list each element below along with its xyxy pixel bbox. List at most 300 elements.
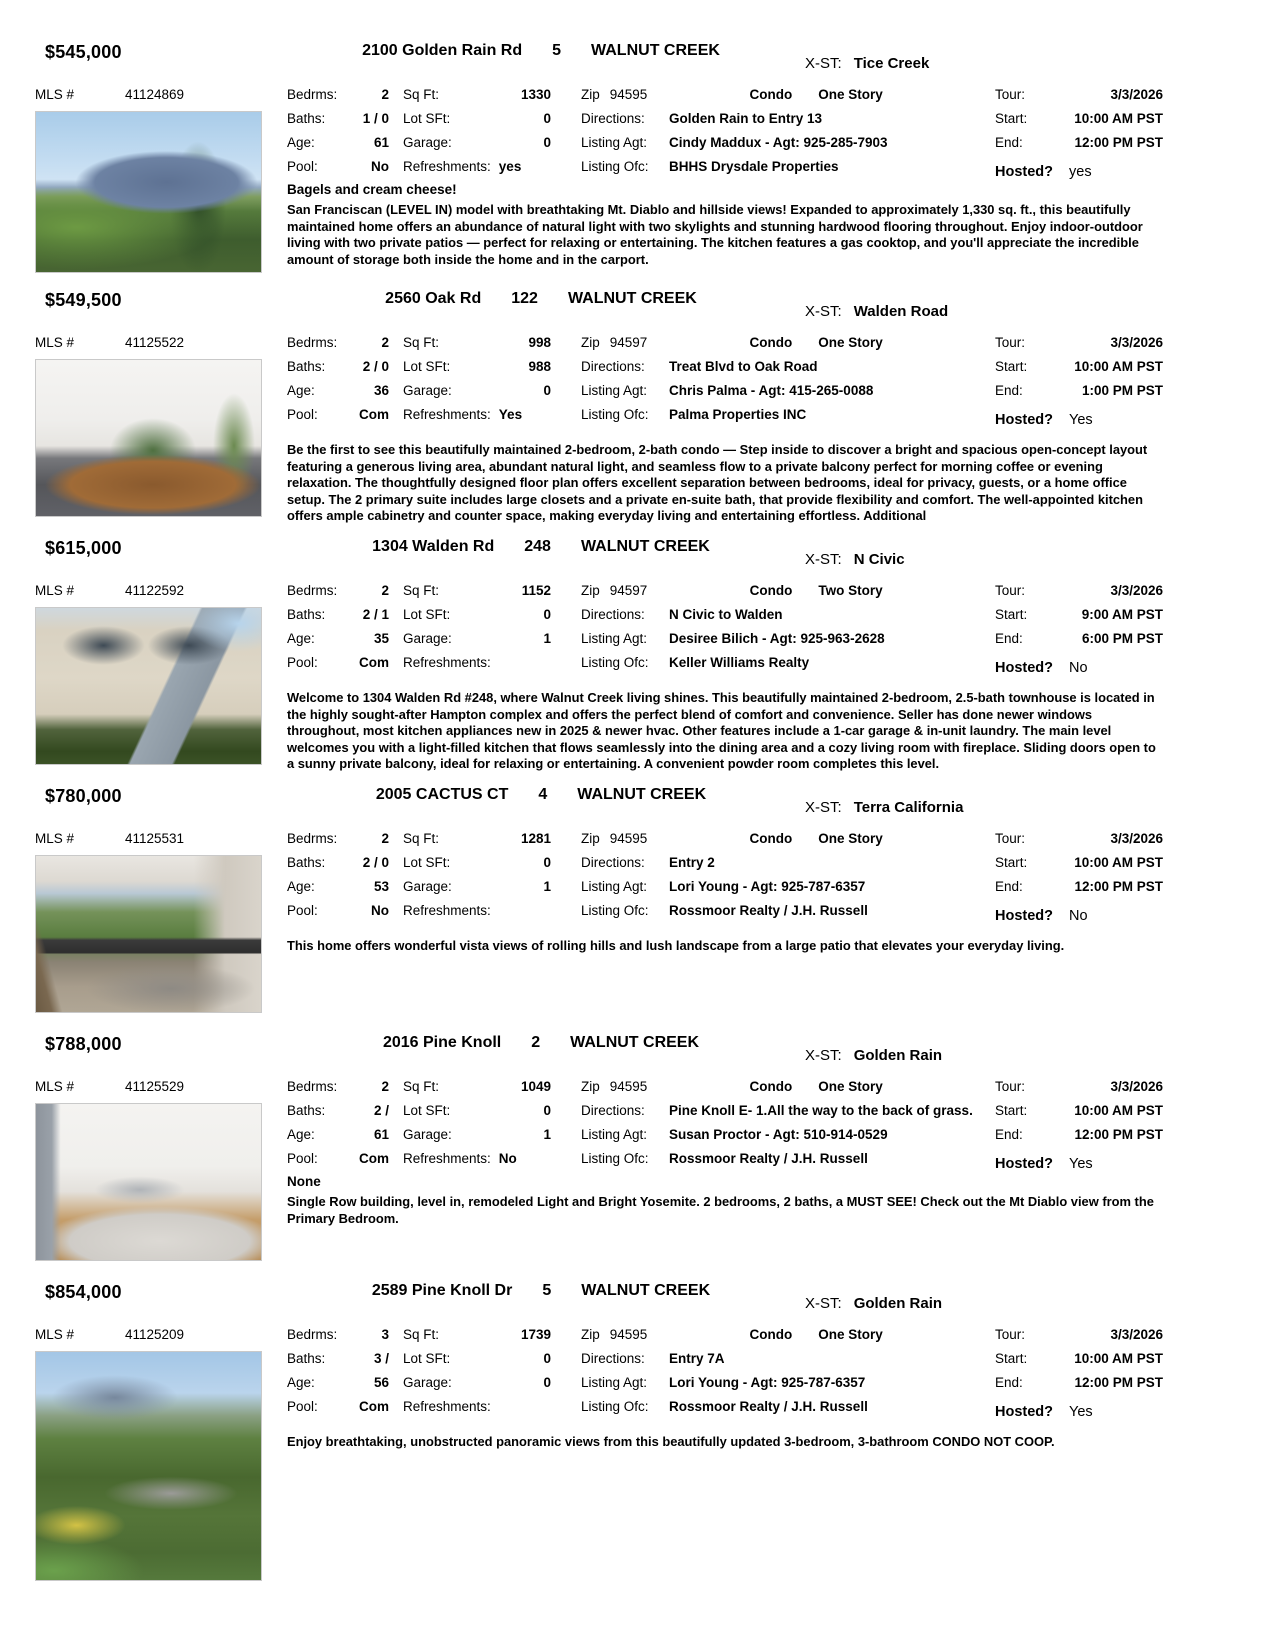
address-street: 1304 Walden Rd [372,538,495,555]
start-label: Start: [995,358,1028,374]
end-label: End: [995,134,1023,150]
listing-agt-value: Chris Palma - Agt: 415-265-0088 [669,382,874,398]
lotsft-label: Lot SFt: [403,1102,451,1118]
listing-price: $545,000 [45,42,122,62]
detail-row [287,106,1163,130]
hosted-value: Yes [1069,1404,1093,1420]
bedrms-value: 3 [381,1326,389,1342]
end-time: 1:00 PM PST [1081,382,1163,398]
lotsft-label: Lot SFt: [403,606,451,622]
directions-value: Pine Knoll E- 1.All the way to the back of grass. [669,1102,973,1118]
directions-value: Treat Blvd to Oak Road [669,358,818,374]
address-unit: 122 [511,290,538,307]
listing-ofc-value: Rossmoor Realty / J.H. Russell [669,1150,868,1166]
directions-value: Entry 7A [669,1350,725,1366]
detail-row [287,1394,1163,1418]
property-type: Condo [749,334,793,350]
pool-value: Com [359,654,389,670]
xst-value: Golden Rain [853,1295,943,1312]
mls-row [35,330,287,354]
listing-header [35,288,1163,330]
property-stories: One Story [818,1078,883,1094]
directions-label: Directions: [581,1350,645,1366]
xst-label: X-ST: [805,1295,842,1312]
mls-number: 41125529 [125,1078,185,1094]
sqft-value: 998 [528,334,551,350]
garage-value: 0 [543,382,551,398]
bedrms-label: Bedrms: [287,830,338,846]
property-stories: One Story [818,86,883,102]
xst-label: X-ST: [805,799,842,816]
listing-left-column [35,826,287,1013]
hosted-value: No [1069,660,1088,676]
xst-value: Tice Creek [853,55,930,72]
listing-details [287,1322,1163,1581]
xst-value: N Civic [853,551,905,568]
listing-description: San Franciscan (LEVEL IN) model with breathtaking Mt. Diablo and hillside views! Expanded to approximately 1,330 sq. ft., this beautifully maintained home offers an abundance of natural light with two skylights and stunning hardwood flooring throughout. Enjoy indoor-outdoor living with two private patios — perfect for relaxing or entertaining. The kitchen features a gas cooktop, and you'll appreciate the incredible amount of storage both inside the home and in the carport. [287,202,1143,267]
xst-label: X-ST: [805,55,842,72]
address-city: WALNUT CREEK [567,290,697,307]
start-time: 9:00 AM PST [1081,606,1163,622]
garage-value: 1 [543,630,551,646]
start-time: 10:00 AM PST [1074,854,1163,870]
mls-number: 41122592 [125,582,185,598]
mls-label: MLS # [35,1078,75,1094]
baths-value: 2 / 1 [362,606,389,622]
xst-value: Walden Road [853,303,949,320]
end-label: End: [995,630,1023,646]
hosted-label: Hosted? [995,1404,1053,1420]
hosted-label: Hosted? [995,908,1053,924]
end-time: 12:00 PM PST [1074,134,1163,150]
address-city: WALNUT CREEK [577,786,707,803]
garage-label: Garage: [403,630,452,646]
zip-label: Zip [581,86,600,102]
refreshments-note: Bagels and cream cheese! [287,182,457,197]
property-stories: One Story [818,334,883,350]
hosted-label: Hosted? [995,412,1053,428]
baths-label: Baths: [287,1350,326,1366]
baths-label: Baths: [287,110,326,126]
directions-label: Directions: [581,606,645,622]
bedrms-label: Bedrms: [287,334,338,350]
mls-number: 41124869 [125,86,185,102]
listing-left-column [35,330,287,525]
listing-card [35,288,1163,536]
garage-value: 0 [543,134,551,150]
end-label: End: [995,382,1023,398]
detail-row [287,378,1163,402]
detail-row [287,826,1163,850]
address-unit: 4 [538,786,548,803]
listing-details [287,82,1163,273]
address-unit: 2 [531,1034,541,1051]
listing-left-column [35,1322,287,1581]
listing-address [287,290,795,308]
listing-left-column [35,578,287,773]
listing-address [287,1282,795,1300]
hosted-label: Hosted? [995,660,1053,676]
tour-label: Tour: [995,86,1026,102]
address-unit: 5 [542,1282,552,1299]
listing-body [35,82,1163,273]
listing-header [35,1032,1163,1074]
directions-label: Directions: [581,854,645,870]
age-value: 61 [373,1126,389,1142]
pool-value: Com [359,1150,389,1166]
xst-label: X-ST: [805,303,842,320]
sqft-label: Sq Ft: [403,582,440,598]
cross-street [795,1282,1163,1312]
listing-card [35,536,1163,784]
mls-row [35,1322,287,1346]
mls-label: MLS # [35,582,75,598]
detail-row [287,1122,1163,1146]
refreshments-value: yes [498,158,522,174]
cross-street [795,786,1163,816]
detail-row [287,650,1163,674]
baths-label: Baths: [287,358,326,374]
age-value: 53 [373,878,389,894]
pool-label: Pool: [287,902,318,918]
baths-value: 3 / [373,1350,389,1366]
address-city: WALNUT CREEK [570,1034,700,1051]
end-time: 12:00 PM PST [1074,1374,1163,1390]
listing-agt-label: Listing Agt: [581,134,648,150]
start-time: 10:00 AM PST [1074,358,1163,374]
detail-row [287,154,1163,178]
sqft-label: Sq Ft: [403,1078,440,1094]
mls-row [35,1074,287,1098]
listing-agt-value: Desiree Bilich - Agt: 925-963-2628 [669,630,885,646]
listing-ofc-value: Keller Williams Realty [669,654,810,670]
bedrms-label: Bedrms: [287,86,338,102]
listing-card [35,1280,1163,1581]
address-city: WALNUT CREEK [581,1282,711,1299]
age-label: Age: [287,134,315,150]
listing-ofc-label: Listing Ofc: [581,1150,649,1166]
refreshments-label: Refreshments: [403,1398,491,1414]
listing-header [35,1280,1163,1322]
start-time: 10:00 AM PST [1074,1102,1163,1118]
detail-row [287,1346,1163,1370]
listing-photo [35,855,262,1013]
listing-body [35,1322,1163,1581]
address-street: 2016 Pine Knoll [382,1034,502,1051]
listing-body [35,330,1163,525]
detail-row [287,626,1163,650]
listing-price: $549,500 [45,290,122,310]
pool-label: Pool: [287,1398,318,1414]
cross-street [795,538,1163,568]
listing-header [35,784,1163,826]
cross-street [795,1034,1163,1064]
tour-label: Tour: [995,830,1026,846]
bedrms-value: 2 [381,830,389,846]
hosted-value: yes [1069,164,1092,180]
sqft-value: 1281 [520,830,551,846]
age-label: Age: [287,382,315,398]
sqft-label: Sq Ft: [403,86,440,102]
listing-card [35,1032,1163,1280]
listing-left-column [35,1074,287,1261]
sqft-label: Sq Ft: [403,1326,440,1342]
directions-label: Directions: [581,358,645,374]
age-value: 35 [373,630,389,646]
end-label: End: [995,878,1023,894]
listing-photo [35,111,262,273]
refreshments-value: No [498,1150,517,1166]
property-type: Condo [749,582,793,598]
mls-row [35,826,287,850]
end-time: 12:00 PM PST [1074,878,1163,894]
sqft-value: 1739 [520,1326,551,1342]
detail-row [287,578,1163,602]
mls-number: 41125531 [125,830,185,846]
listing-details [287,1074,1163,1261]
listing-details [287,826,1163,1013]
zip-value: 94595 [609,1078,648,1094]
listing-card [35,40,1163,288]
pool-value: Com [359,406,389,422]
end-label: End: [995,1126,1023,1142]
baths-value: 2 / [373,1102,389,1118]
garage-label: Garage: [403,134,452,150]
property-type: Condo [749,830,793,846]
pool-label: Pool: [287,1150,318,1166]
directions-label: Directions: [581,1102,645,1118]
xst-value: Golden Rain [853,1047,943,1064]
detail-row [287,82,1163,106]
listing-agt-label: Listing Agt: [581,382,648,398]
lotsft-value: 0 [543,1350,551,1366]
baths-label: Baths: [287,606,326,622]
detail-row [287,1370,1163,1394]
listing-price: $615,000 [45,538,122,558]
listing-photo [35,607,262,765]
directions-value: N Civic to Walden [669,606,783,622]
zip-label: Zip [581,1326,600,1342]
listing-card [35,784,1163,1032]
listing-details [287,578,1163,773]
age-label: Age: [287,1374,315,1390]
detail-row [287,874,1163,898]
zip-label: Zip [581,582,600,598]
lotsft-label: Lot SFt: [403,1350,451,1366]
pool-value: No [371,158,389,174]
zip-label: Zip [581,334,600,350]
address-street: 2100 Golden Rain Rd [362,42,523,59]
address-street: 2589 Pine Knoll Dr [371,1282,513,1299]
garage-value: 0 [543,1374,551,1390]
listing-photo [35,1103,262,1261]
address-street: 2560 Oak Rd [385,290,482,307]
listing-body [35,578,1163,773]
baths-value: 1 / 0 [362,110,389,126]
tour-date: 3/3/2026 [1110,1078,1163,1094]
sqft-value: 1152 [521,582,551,598]
pool-label: Pool: [287,158,318,174]
bedrms-value: 2 [381,582,389,598]
age-value: 61 [373,134,389,150]
mls-label: MLS # [35,830,75,846]
pool-label: Pool: [287,654,318,670]
refreshments-label: Refreshments: [403,406,491,422]
listing-address [287,786,795,804]
lotsft-label: Lot SFt: [403,110,451,126]
refreshments-label: Refreshments: [403,902,491,918]
start-label: Start: [995,1102,1028,1118]
listing-address [287,42,795,60]
listing-ofc-label: Listing Ofc: [581,158,649,174]
end-time: 12:00 PM PST [1074,1126,1163,1142]
hosted-value: Yes [1069,412,1093,428]
mls-label: MLS # [35,334,75,350]
zip-label: Zip [581,830,600,846]
hosted-label: Hosted? [995,164,1053,180]
directions-value: Entry 2 [669,854,715,870]
baths-label: Baths: [287,1102,326,1118]
listing-agt-value: Susan Proctor - Agt: 510-914-0529 [669,1126,888,1142]
detail-row [287,402,1163,426]
mls-label: MLS # [35,86,75,102]
start-label: Start: [995,110,1028,126]
mls-row [35,82,287,106]
bedrms-value: 2 [381,86,389,102]
listing-price: $788,000 [45,1034,122,1054]
tour-date: 3/3/2026 [1110,334,1163,350]
xst-label: X-ST: [805,551,842,568]
xst-value: Terra California [853,799,964,816]
lotsft-label: Lot SFt: [403,854,451,870]
start-label: Start: [995,1350,1028,1366]
listing-body [35,826,1163,1013]
tour-label: Tour: [995,334,1026,350]
listing-details [287,330,1163,525]
zip-label: Zip [581,1078,600,1094]
baths-value: 2 / 0 [362,854,389,870]
detail-row [287,1098,1163,1122]
tour-date: 3/3/2026 [1110,86,1163,102]
hosted-value: Yes [1069,1156,1093,1172]
start-time: 10:00 AM PST [1074,1350,1163,1366]
directions-label: Directions: [581,110,645,126]
detail-row [287,898,1163,922]
sqft-value: 1330 [520,86,551,102]
listing-ofc-value: Rossmoor Realty / J.H. Russell [669,902,868,918]
bedrms-label: Bedrms: [287,1326,338,1342]
start-time: 10:00 AM PST [1074,110,1163,126]
garage-value: 1 [543,878,551,894]
zip-value: 94595 [609,1326,648,1342]
detail-row [287,602,1163,626]
listing-photo [35,1351,262,1581]
bedrms-value: 2 [381,334,389,350]
detail-row [287,330,1163,354]
listing-header [35,536,1163,578]
sqft-value: 1049 [520,1078,551,1094]
listing-agt-label: Listing Agt: [581,878,648,894]
listing-ofc-value: BHHS Drysdale Properties [669,158,839,174]
mls-number: 41125522 [125,334,185,350]
listing-description: Welcome to 1304 Walden Rd #248, where Walnut Creek living shines. This beautifully maintained 2-bedroom, 2.5-bath townhouse is located in the highly sought-after Hampton complex and offers the perfect blend of comfort and convenience. Seller has done newer windows throughout, most kitchen appliances new in 2025 & newer hvac. Other features include a 1-car garage & in-unit laundry. The main level welcomes you with a light-filled kitchen that flows seamlessly into the dining area and a cozy living room with fireplace. Sliding doors open to a sunny private balcony, ideal for relaxing or entertaining. A convenient powder room completes this level. [287,690,1156,772]
listing-ofc-value: Palma Properties INC [669,406,807,422]
property-stories: Two Story [818,582,883,598]
refreshments-label: Refreshments: [403,654,491,670]
listing-address [287,1034,795,1052]
sqft-label: Sq Ft: [403,334,440,350]
start-label: Start: [995,606,1028,622]
mls-row [35,578,287,602]
property-type: Condo [749,1326,793,1342]
address-unit: 5 [552,42,562,59]
property-type: Condo [749,86,793,102]
garage-label: Garage: [403,382,452,398]
listing-agt-label: Listing Agt: [581,1126,648,1142]
hosted-value: No [1069,908,1088,924]
property-stories: One Story [818,1326,883,1342]
address-unit: 248 [524,538,551,555]
listing-ofc-value: Rossmoor Realty / J.H. Russell [669,1398,868,1414]
sqft-label: Sq Ft: [403,830,440,846]
lotsft-value: 0 [543,110,551,126]
tour-label: Tour: [995,1326,1026,1342]
listing-address [287,538,795,556]
end-label: End: [995,1374,1023,1390]
mls-number: 41125209 [125,1326,185,1342]
listing-agt-value: Cindy Maddux - Agt: 925-285-7903 [669,134,888,150]
address-city: WALNUT CREEK [580,538,710,555]
refreshments-note: None [287,1174,321,1189]
tour-date: 3/3/2026 [1110,1326,1163,1342]
garage-label: Garage: [403,878,452,894]
tour-date: 3/3/2026 [1110,582,1163,598]
zip-value: 94595 [609,86,648,102]
refreshments-value: Yes [498,406,523,422]
directions-value: Golden Rain to Entry 13 [669,110,823,126]
listing-description: Enjoy breathtaking, unobstructed panoramic views from this beautifully updated 3-bedroom, 3-bathroom CONDO NOT COOP. [287,1434,1055,1449]
lotsft-value: 0 [543,606,551,622]
tour-label: Tour: [995,1078,1026,1094]
detail-row [287,1322,1163,1346]
listing-ofc-label: Listing Ofc: [581,406,649,422]
listing-ofc-label: Listing Ofc: [581,1398,649,1414]
zip-value: 94595 [609,830,648,846]
cross-street [795,42,1163,72]
listing-agt-value: Lori Young - Agt: 925-787-6357 [669,1374,866,1390]
detail-row [287,1074,1163,1098]
listing-price: $854,000 [45,1282,122,1302]
listing-agt-label: Listing Agt: [581,1374,648,1390]
zip-value: 94597 [609,582,648,598]
garage-label: Garage: [403,1374,452,1390]
hosted-label: Hosted? [995,1156,1053,1172]
bedrms-label: Bedrms: [287,1078,338,1094]
detail-row [287,1146,1163,1170]
baths-label: Baths: [287,854,326,870]
detail-row [287,130,1163,154]
zip-value: 94597 [609,334,648,350]
bedrms-label: Bedrms: [287,582,338,598]
tour-date: 3/3/2026 [1110,830,1163,846]
age-label: Age: [287,630,315,646]
listing-body [35,1074,1163,1261]
garage-label: Garage: [403,1126,452,1142]
age-value: 56 [373,1374,389,1390]
age-label: Age: [287,878,315,894]
listing-description: Single Row building, level in, remodeled Light and Bright Yosemite. 2 bedrooms, 2 baths, a MUST SEE! Check out the Mt Diablo view from the Primary Bedroom. [287,1194,1154,1226]
detail-row [287,850,1163,874]
